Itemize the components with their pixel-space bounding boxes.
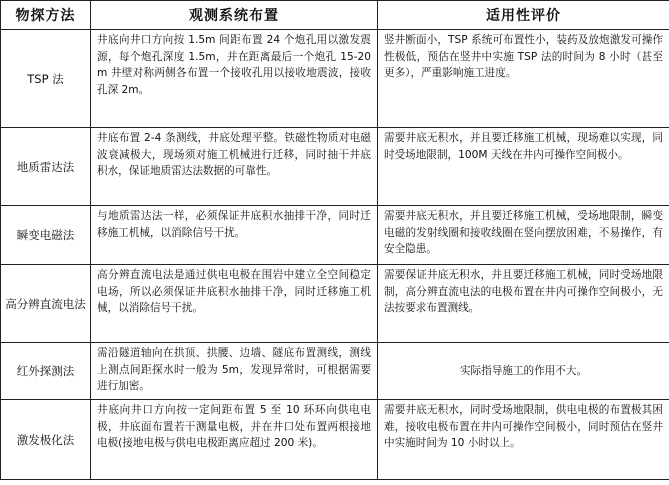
table-row xyxy=(1,128,669,206)
layout-description: 井底布置 2-4 条测线，井底处理平整。铁磁性物质对电磁波衰减极大，现场须对施工机械进行迁移，同时抽干井底积水，保证地质雷达法数据的可靠性。 xyxy=(91,128,378,206)
applicability-evaluation: 需要井底无积水，同时受场地限制，供电电极的布置极其困难，接收电极布置在井内可操作空间极小，同时预估在竖井中实施时间为 10 小时以上。 xyxy=(378,400,669,480)
layout-description: 井底向井口方向按 1.5m 间距布置 24 个炮孔用以激发震源，每个炮孔深度 1.5m，并在距离最后一个炮孔 15-20m 井壁对称两侧各布置一个接收孔用以接收地震波，接收孔深 2m。 xyxy=(91,30,378,128)
method-name: 高分辨直流电法 xyxy=(1,265,91,343)
layout-description: 与地质雷达法一样，必须保证井底积水抽排干净，同时迁移施工机械，以消除信号干扰。 xyxy=(91,206,378,265)
method-name: 地质雷达法 xyxy=(1,128,91,206)
applicability-evaluation: 需要井底无积水，并且要迁移施工机械，现场难以实现，同时受场地限制，100M 天线在井内可操作空间极小。 xyxy=(378,128,669,206)
applicability-evaluation: 需要保证井底无积水，并且要迁移施工机械，同时受场地限制，高分辨直流电法的电极布置在井内可操作空间极小，无法按要求布置测线。 xyxy=(378,265,669,343)
table-row xyxy=(1,30,669,128)
header-layout: 观测系统布置 xyxy=(91,1,378,30)
applicability-evaluation: 实际指导施工的作用不大。 xyxy=(378,343,669,400)
table-row xyxy=(1,265,669,343)
applicability-evaluation: 竖井断面小，TSP 系统可布置性小，装药及放炮激发可操作性极低，预估在竖井中实施 TSP 法的时间为 8 小时（甚至更多），严重影响施工进度。 xyxy=(378,30,669,128)
header-row xyxy=(1,1,669,30)
table-row xyxy=(1,400,669,480)
method-name: 瞬变电磁法 xyxy=(1,206,91,265)
table-row xyxy=(1,206,669,265)
header-evaluation: 适用性评价 xyxy=(378,1,669,30)
layout-description: 高分辨直流电法是通过供电电极在围岩中建立全空间稳定电场，所以必须保证井底积水抽排干净，同时迁移施工机械，以消除信号干扰。 xyxy=(91,265,378,343)
applicability-evaluation: 需要井底无积水，并且要迁移施工机械，受场地限制，瞬变电磁的发射线圈和接收线圈在竖向摆放困难，不易操作，有安全隐患。 xyxy=(378,206,669,265)
table-row xyxy=(1,343,669,400)
header-method: 物探方法 xyxy=(1,1,91,30)
layout-description: 井底向井口方向按一定间距布置 5 至 10 环环向供电电极，井底面布置若干测量电极，并在井口处布置两根接地电极(接地电极与供电电极距离应超过 200 米)。 xyxy=(91,400,378,480)
method-name: TSP 法 xyxy=(1,30,91,128)
method-name: 红外探测法 xyxy=(1,343,91,400)
layout-description: 需沿隧道轴向在拱顶、拱腰、边墙、隧底布置测线，测线上测点间距探水时一般为 5m，发现异常时，可根据需要进行加密。 xyxy=(91,343,378,400)
method-name: 激发极化法 xyxy=(1,400,91,480)
